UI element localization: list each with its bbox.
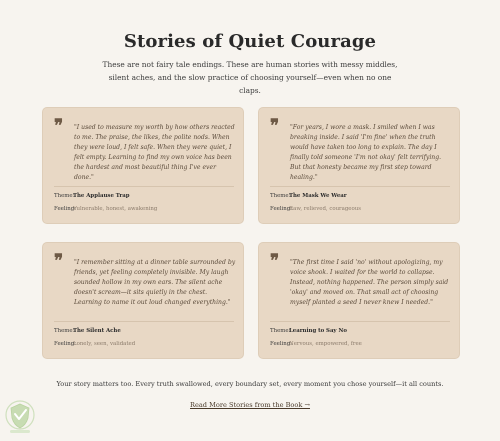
theme-label: Theme: <box>54 193 75 199</box>
story-feeling: Nervous, empowered, free <box>289 341 362 347</box>
feeling-label: Feeling: <box>270 206 293 212</box>
footer-message: Your story matters too. Every truth swallowed, every boundary set, every moment you chose yourself—it all counts. <box>56 380 444 388</box>
theme-label: Theme: <box>54 328 75 334</box>
page-title: Stories of Quiet Courage <box>123 31 377 52</box>
quote-icon: ❞ <box>54 116 64 136</box>
feeling-label: Feeling: <box>54 341 77 347</box>
feeling-label: Feeling: <box>270 341 293 347</box>
story-theme-row <box>54 192 129 200</box>
shield-badge-icon <box>4 398 36 436</box>
story-quote: "For years, I wore a mask. I smiled when I was breaking inside. I said 'I'm fine' when the truth would have taken too long to explain. The day I finally told someone 'I'm not okay' felt terrifying. But that honesty became my first step toward healing." <box>290 124 442 182</box>
story-feeling-row <box>54 205 157 213</box>
story-quote: "The first time I said 'no' without apologizing, my voice shook. I waited for the world to collapse. Instead, nothing happened. The person simply said 'okay' and moved on. That small act of choosing myself planted a seed I never knew I needed." <box>290 259 449 307</box>
story-theme-row <box>270 192 347 200</box>
theme-label: Theme: <box>270 193 291 199</box>
story-feeling: Lonely, seen, validated <box>73 341 136 347</box>
story-theme: The Applause Trap <box>73 193 130 199</box>
story-quote: "I remember sitting at a dinner table surrounded by friends, yet feeling completely invisible. My laugh sounded hollow in my own ears. The silent ache doesn't scream—it sits quietly in the chest. Learning to name it out loud changed everything." <box>74 259 236 307</box>
read-more-link[interactable]: Read More Stories from the Book → <box>190 401 310 409</box>
story-card <box>258 107 460 224</box>
story-feeling-row <box>270 340 362 348</box>
story-theme-row <box>270 327 347 335</box>
story-quote: "I used to measure my worth by how others reacted to me. The praise, the likes, the polite nods. When they were loud, I felt safe. When they were quiet, I felt empty. Learning to find my own voice has been the hardest and most beautiful thing I've ever done." <box>74 124 235 182</box>
story-theme: The Mask We Wear <box>289 193 347 199</box>
theme-label: Theme: <box>270 328 291 334</box>
story-card <box>258 242 460 359</box>
story-feeling: Raw, relieved, courageous <box>289 206 361 212</box>
story-feeling-row <box>270 205 361 213</box>
card-divider <box>270 186 450 187</box>
story-theme-row <box>54 327 121 335</box>
card-divider <box>270 321 450 322</box>
page-subtitle: These are not fairy tale endings. These are human stories with messy middles, silent aches, and the slow practice of choosing yourself—even when no one claps. <box>102 60 398 95</box>
quote-icon: ❞ <box>54 251 64 271</box>
story-feeling-row <box>54 340 135 348</box>
story-card <box>42 242 244 359</box>
card-divider <box>54 321 234 322</box>
quote-icon: ❞ <box>270 116 280 136</box>
story-card <box>42 107 244 224</box>
card-divider <box>54 186 234 187</box>
feeling-label: Feeling: <box>54 206 77 212</box>
story-feeling: Vulnerable, honest, awakening <box>73 206 158 212</box>
quote-icon: ❞ <box>270 251 280 271</box>
story-theme: The Silent Ache <box>73 328 121 334</box>
story-theme: Learning to Say No <box>289 328 347 334</box>
